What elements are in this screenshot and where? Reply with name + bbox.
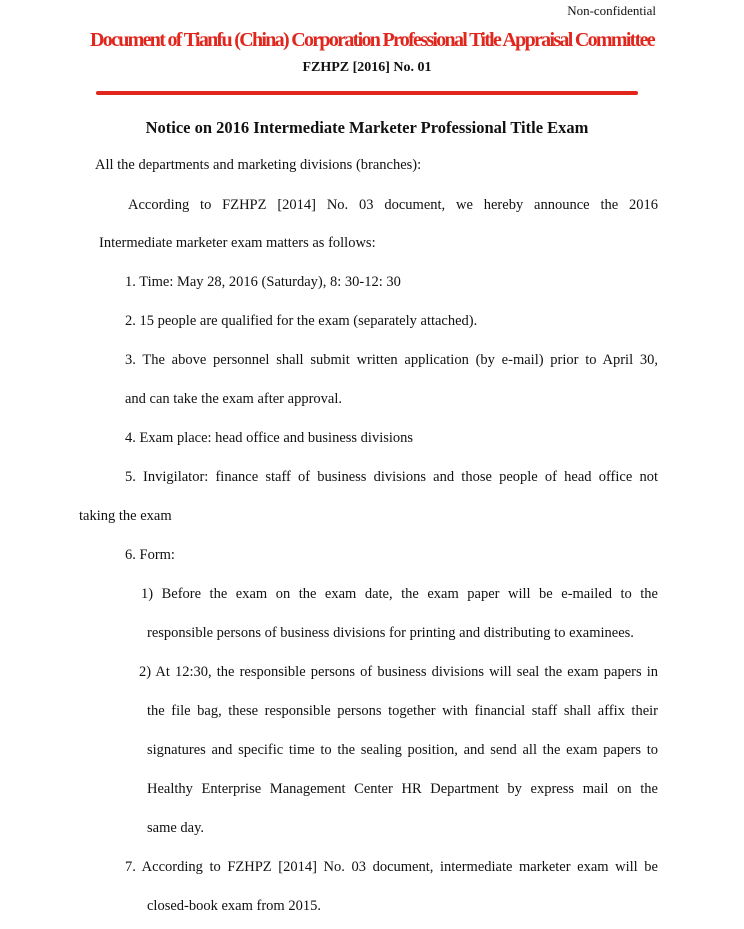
item-5-line-2: taking the exam [79,508,172,524]
item-7-line-1: 7. According to FZHPZ [2014] No. 03 document, intermediate marketer exam will be [125,859,658,875]
item-6-form: 6. Form: [125,547,175,563]
item-6-2-line-3: signatures and specific time to the sealing position, and send all the exam papers to [147,742,658,758]
red-divider-line [96,91,638,95]
item-6-2-line-5: same day. [147,820,205,836]
item-6-1-line-2: responsible persons of business divisions for printing and distributing to examinees. [147,625,634,641]
item-1-time: 1. Time: May 28, 2016 (Saturday), 8: 30-12: 30 [125,274,401,290]
intro-line-2: Intermediate marketer exam matters as follows: [99,235,376,251]
intro-line-1: According to FZHPZ [2014] No. 03 document, we hereby announce the 2016 [128,197,658,213]
issuer-heading: Document of Tianfu (China) Corporation Professional Title Appraisal Committee [90,29,654,51]
notice-title: Notice on 2016 Intermediate Marketer Professional Title Exam [145,118,589,137]
item-3-line-1: 3. The above personnel shall submit written application (by e-mail) prior to April 30, [125,352,658,368]
item-7-line-2: closed-book exam from 2015. [147,898,321,914]
item-4-place: 4. Exam place: head office and business divisions [125,430,414,446]
item-2-qualified: 2. 15 people are qualified for the exam (separately attached). [125,313,478,329]
salutation: All the departments and marketing divisions (branches): [95,157,422,173]
document-number: FZHPZ [2016] No. 01 [302,60,432,75]
item-6-2-line-4: Healthy Enterprise Management Center HR Department by express mail on the [147,781,658,797]
classification-label: Non-confidential [567,3,656,18]
item-3-line-2: and can take the exam after approval. [125,391,342,407]
item-6-1-line-1: 1) Before the exam on the exam date, the exam paper will be e-mailed to the [141,586,658,602]
item-6-2-line-1: 2) At 12:30, the responsible persons of business divisions will seal the exam papers in [139,664,658,680]
item-5-line-1: 5. Invigilator: finance staff of business divisions and those people of head office not [125,469,658,485]
item-6-2-line-2: the file bag, these responsible persons together with financial staff shall affix their [147,703,658,719]
